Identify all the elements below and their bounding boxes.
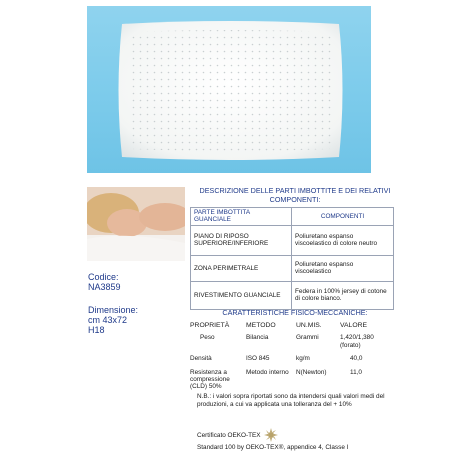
certification-label: Certificato OEKO-TEX	[197, 431, 261, 439]
table-row	[191, 225, 394, 255]
header-components: COMPONENTI	[292, 208, 394, 226]
mechanical-row	[190, 369, 396, 391]
sleeping-woman-photo	[87, 187, 185, 261]
method-cell: Bilancia	[246, 334, 269, 342]
pillow-illustration	[116, 20, 345, 161]
method-cell: Metodo interno	[246, 368, 289, 376]
code-value: NA3859	[88, 282, 121, 292]
oeko-tex-logo-icon	[264, 428, 278, 442]
unit-cell: kg/m	[296, 355, 310, 363]
table-row	[191, 281, 394, 309]
method-cell: ISO 845	[246, 355, 270, 363]
property-cell: Densità	[190, 355, 212, 363]
certification-line	[197, 428, 278, 442]
mechanical-row	[190, 334, 396, 349]
header-unit: UN.MIS.	[296, 322, 322, 329]
property-cell: Resistenza a compressione (CLD) 50%	[190, 368, 230, 391]
part-cell: ZONA PERIMETRALE	[191, 255, 292, 281]
height-value: H18	[88, 325, 105, 335]
property-cell: Peso	[200, 334, 215, 342]
value-cell: 1,420/1,380 (forato)	[340, 334, 374, 349]
component-cell: Federa in 100% jersey di cotone di colore bianco.	[292, 281, 394, 309]
part-cell: PIANO DI RIPOSO SUPERIORE/INFERIORE	[191, 225, 292, 255]
mechanical-title: CARATTERISTICHE FISICO-MECCANICHE:	[222, 308, 368, 317]
dimension-label: Dimensione:	[88, 305, 139, 315]
value-cell: 11,0	[350, 368, 362, 376]
mechanical-table	[190, 322, 396, 391]
mechanical-row	[190, 355, 396, 362]
component-cell: Poliuretano espanso viscoelastico	[292, 255, 394, 281]
component-cell: Poliuretano espanso viscoelastico di colore neutro	[292, 225, 394, 255]
unit-cell: N(Newton)	[296, 368, 327, 376]
table-row	[191, 255, 394, 281]
part-cell: RIVESTIMENTO GUANCIALE	[191, 281, 292, 309]
header-property: PROPRIETÀ	[190, 322, 230, 329]
tolerance-note: N.B.: i valori sopra riportati sono da intendersi quali valori medi del produzioni, a cui va applicata una tolleranza del + 10%	[197, 393, 385, 408]
header-value: VALORE	[340, 322, 368, 329]
components-title: DESCRIZIONE DELLE PARTI IMBOTTITE E DEI RELATIVI COMPONENTI:	[199, 186, 391, 204]
header-part: PARTE IMBOTTITA GUANCIALE	[191, 208, 292, 226]
dimension-value: cm 43x72	[88, 315, 128, 325]
table-header-row	[191, 208, 394, 226]
product-image-pillow	[87, 6, 371, 173]
value-cell: 40,0	[350, 355, 363, 363]
certification-standard: Standard 100 by OEKO-TEX®, appendice 4, Classe I	[197, 444, 349, 451]
unit-cell: Grammi	[296, 334, 319, 342]
header-method: METODO	[246, 322, 276, 329]
mechanical-header-row	[190, 322, 396, 329]
code-label: Codice:	[88, 272, 119, 282]
components-table	[190, 207, 394, 310]
